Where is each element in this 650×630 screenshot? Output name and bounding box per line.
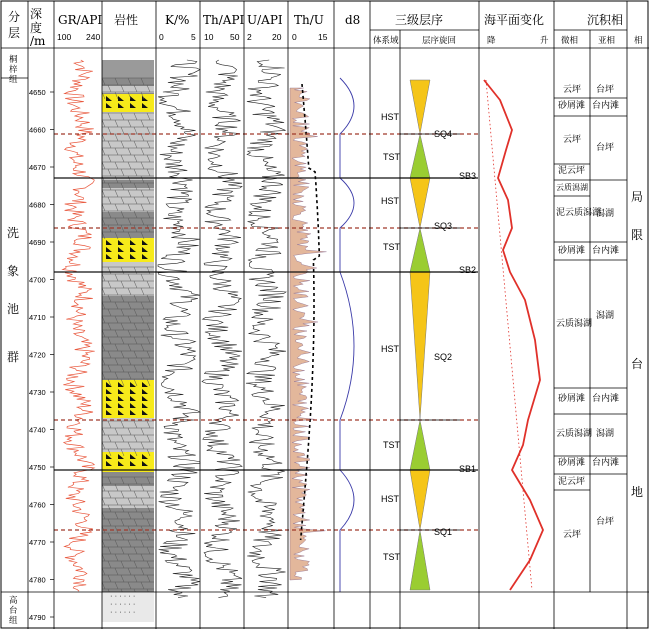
seq-header: 三级层序 <box>395 13 444 27</box>
sub-9: 台内滩 <box>592 458 620 468</box>
tst-triangle <box>410 530 430 590</box>
k-scale-max: 5 <box>191 32 196 42</box>
header-row <box>8 7 643 48</box>
seq-sq4: SQ4 <box>434 129 453 139</box>
tract-hst-2: HST <box>381 196 399 206</box>
layer-header-2: 层 <box>8 26 21 40</box>
gr-curve <box>63 60 95 591</box>
tst-triangle <box>410 134 430 178</box>
lith-light-band <box>102 486 154 508</box>
depth-header-1: 深 <box>30 7 43 21</box>
k-curve <box>158 60 200 598</box>
d8-curve <box>340 78 354 592</box>
formation-bottom-1: 高 <box>9 596 18 606</box>
depth-header-3: /m <box>30 34 46 48</box>
sub-1: 台坪 <box>596 85 615 95</box>
depth-label: 4650 <box>29 88 46 97</box>
hst-triangle <box>410 470 430 530</box>
depth-label: 4660 <box>29 125 46 135</box>
sequence-column <box>410 80 430 590</box>
depth-label: 4670 <box>29 163 46 172</box>
lith-sand-band <box>102 94 154 112</box>
depth-axis <box>29 88 54 630</box>
k-scale-min: 0 <box>159 32 164 42</box>
th-curve <box>202 60 242 598</box>
lith-top-formation <box>102 60 154 78</box>
micro-3: 云坪 <box>563 135 582 145</box>
gr-scale-max: 240 <box>86 32 101 42</box>
sub-5: 台内滩 <box>592 246 620 256</box>
seq-sys-header: 体系域 <box>373 36 399 46</box>
gr-scale-min: 100 <box>57 32 72 42</box>
formation-bottom-2: 台 <box>9 606 18 616</box>
sea-header: 海平面变化 <box>484 13 545 27</box>
formation-top-1: 桐 <box>9 55 18 65</box>
hst-triangle <box>410 178 430 228</box>
sub-10: 台坪 <box>596 517 615 527</box>
phase-4: 地 <box>631 485 644 499</box>
sub-4: 潟湖 <box>596 209 615 219</box>
thu-scale-max: 15 <box>318 32 328 42</box>
seq-sq3: SQ3 <box>434 221 453 231</box>
phase-1: 局 <box>631 190 644 204</box>
u-scale-min: 2 <box>247 32 252 42</box>
tst-triangle <box>410 228 430 272</box>
lith-dots: · · · · · · <box>110 607 136 616</box>
micro-10: 云质潟湖 <box>556 429 593 439</box>
formation-top-2: 梓 <box>9 65 18 75</box>
micro-12: 泥云坪 <box>558 477 586 487</box>
sub-header: 亚相 <box>598 36 616 46</box>
k-header: K/% <box>165 13 190 27</box>
tract-hst-1: HST <box>381 112 399 122</box>
tract-tst-4: TST <box>383 552 400 562</box>
sea-fall: 降 <box>487 36 496 46</box>
formation-main-4: 群 <box>7 350 20 364</box>
sub-8: 潟湖 <box>596 429 615 439</box>
tract-tst-3: TST <box>383 440 400 450</box>
phase-label <box>631 190 643 499</box>
depth-label: 4770 <box>29 538 46 547</box>
u-header: U/API <box>247 13 283 27</box>
lith-light-band <box>102 112 154 180</box>
lith-dots: · · · · · · <box>110 591 136 600</box>
depth-label: 4790 <box>29 613 46 622</box>
hst-triangle <box>410 80 430 134</box>
tract-tst-1: TST <box>383 152 400 162</box>
thu-scale-min: 0 <box>292 32 297 42</box>
formation-bottom-3: 组 <box>9 616 18 626</box>
formation-main-1: 洗 <box>7 226 20 240</box>
th-header: Th/API <box>203 13 245 27</box>
sub-6: 潟湖 <box>596 311 615 321</box>
micro-8: 云质潟湖 <box>556 319 593 329</box>
facies-header: 沉积相 <box>587 13 624 27</box>
depth-label: 4680 <box>29 200 46 210</box>
phase-3: 台 <box>631 357 644 371</box>
tract-hst-4: HST <box>381 494 399 504</box>
layer-header-1: 分 <box>8 10 21 24</box>
micro-header: 微相 <box>561 36 579 46</box>
depth-header-2: 度 <box>30 21 43 35</box>
depth-label: 4720 <box>29 350 46 360</box>
phase-2: 限 <box>631 228 644 242</box>
depth-label: 4730 <box>29 388 46 397</box>
gr-header: GR/API <box>58 13 103 27</box>
micro-11: 砂屑滩 <box>558 458 586 468</box>
lith-light-band <box>102 188 154 212</box>
formation-top-3: 组 <box>9 75 18 85</box>
boundary-sb3: SB3 <box>459 171 477 181</box>
formation-labels <box>7 54 19 626</box>
sub-facies <box>592 83 619 527</box>
th-scale-min: 10 <box>204 32 214 42</box>
micro-1: 云坪 <box>563 85 582 95</box>
tst-triangle <box>410 420 430 470</box>
sub-2: 台内滩 <box>592 101 620 111</box>
seq-sq1: SQ1 <box>434 527 453 537</box>
table-grid <box>1 1 649 629</box>
depth-label: 4740 <box>29 425 46 435</box>
u-curve <box>246 60 286 598</box>
sub-7: 台内滩 <box>592 394 620 404</box>
seq-sq2: SQ2 <box>434 352 453 362</box>
micro-2: 砂屑滩 <box>558 101 586 111</box>
micro-facies <box>556 84 601 540</box>
micro-6: 泥云质潟湖 <box>556 208 602 218</box>
tract-tst-2: TST <box>383 242 400 252</box>
depth-label: 4750 <box>29 463 46 472</box>
sea-level-trend <box>486 80 532 590</box>
micro-7: 砂屑滩 <box>558 246 586 256</box>
seq-cycle-header: 层序旋回 <box>422 36 457 46</box>
formation-main-3: 池 <box>7 302 20 316</box>
boundary-sb1: SB1 <box>459 464 477 474</box>
sea-rise: 升 <box>540 36 549 46</box>
lith-sand-band <box>102 452 154 472</box>
hst-triangle <box>410 272 430 420</box>
formation-main-2: 象 <box>7 264 20 278</box>
tract-hst-3: HST <box>381 344 399 354</box>
thu-header: Th/U <box>294 13 324 27</box>
phase-header: 相 <box>634 36 643 46</box>
depth-label: 4760 <box>29 500 46 510</box>
th-scale-max: 50 <box>230 32 240 42</box>
micro-13: 云坪 <box>563 530 582 540</box>
sea-level-column <box>484 80 543 590</box>
systems-tracts <box>381 112 401 562</box>
depth-label: 4700 <box>29 275 46 285</box>
sequence-labels <box>434 129 476 537</box>
micro-5: 云质潟湖 <box>556 183 588 192</box>
d8-header: d8 <box>345 13 361 27</box>
micro-9: 砂屑滩 <box>558 394 586 404</box>
depth-label: 4780 <box>29 575 46 585</box>
boundary-sb2: SB2 <box>459 265 477 275</box>
lith-dots: · · · · · · <box>110 599 136 608</box>
depth-label: 4690 <box>29 238 46 247</box>
depth-label: 4710 <box>29 313 46 322</box>
u-scale-max: 20 <box>272 32 282 42</box>
micro-4: 泥云坪 <box>558 166 586 176</box>
sub-3: 台坪 <box>596 143 615 153</box>
lithology-column <box>102 60 154 622</box>
lith-header: 岩性 <box>114 13 139 27</box>
outer-border <box>1 1 648 628</box>
